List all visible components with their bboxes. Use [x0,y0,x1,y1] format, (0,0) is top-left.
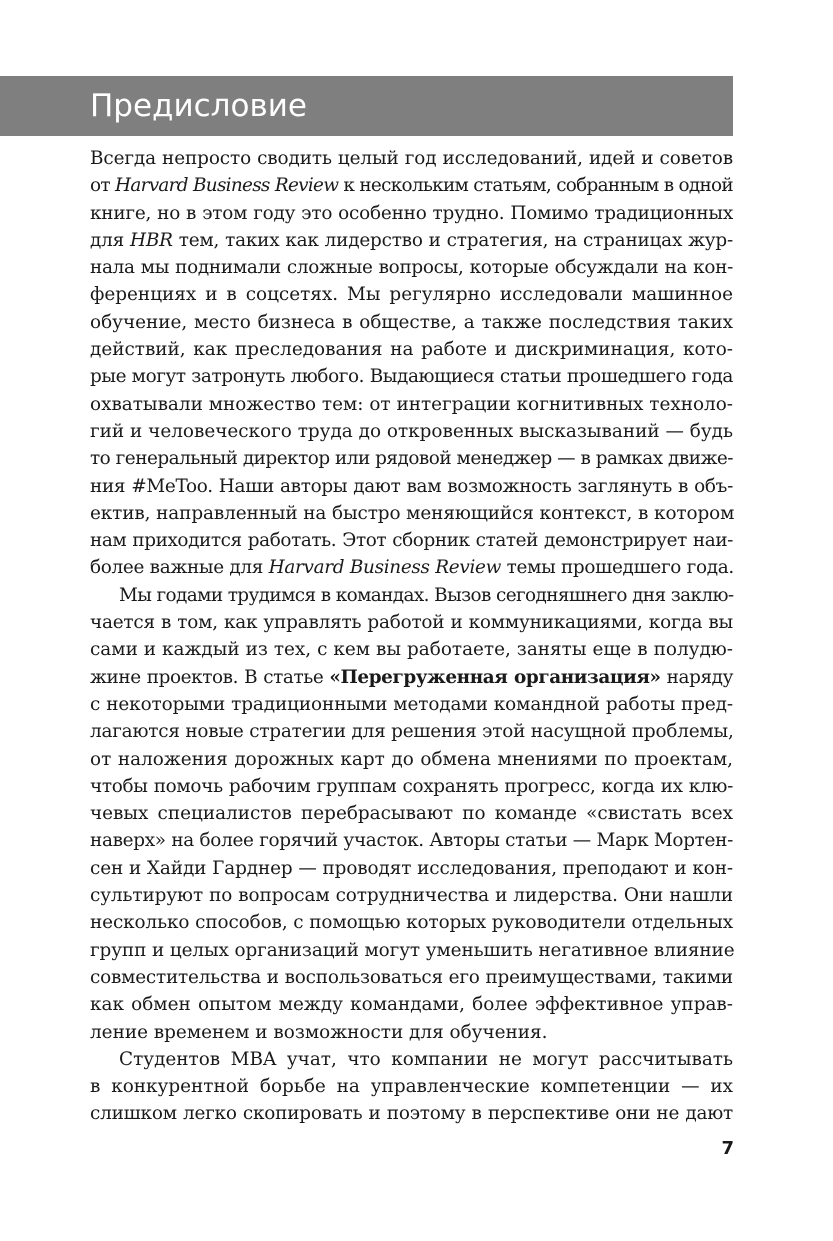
text-line: в конкурентной борьбе на управленческие компетенции — их [90,1076,733,1098]
text-line: гий и человеческого труда до откровенных высказываний — будь [90,420,733,442]
text-line: чевых специалистов перебрасывают по команде «свистать всех [90,803,733,825]
text-line: нала мы поднимали сложные вопросы, которые обсуждали на кон- [90,257,733,279]
body-text [90,145,733,1128]
paragraph-3 [90,1046,733,1128]
text-line: несколько способов, с помощью которых руководители отдельных [90,912,733,934]
text-line: сен и Хайди Гарднер — проводят исследования, преподают и кон- [90,857,733,879]
text-run: жине проектов. В статье [90,666,330,688]
text-line [90,227,733,254]
text-line: с некоторыми традиционными методами командной работы пред- [90,693,733,715]
text-line [90,172,733,199]
text-line: Мы годами трудимся в командах. Вызов сегодняшнего дня заклю- [119,584,734,606]
italic-title: HBR [129,229,173,251]
text-line: ектив, направленный на быстро меняющийся контекст, в котором [90,502,735,524]
text-run: тем, таких как лидерство и стратегия, на страницах жур- [172,229,734,251]
text-line: слишком легко скопировать и поэтому в перспективе они не дают [90,1103,733,1125]
page-number: 7 [721,1138,734,1159]
paragraph-1 [90,145,733,582]
bold-article-title: «Перегруженная организация» [329,666,661,688]
text-line: ференциях и в соцсетях. Мы регулярно исследовали машинное [90,284,733,306]
chapter-header-band [0,76,733,136]
text-line: сами и каждый из тех, с кем вы работаете, заняты еще в полудю- [90,639,733,661]
text-line [90,554,733,581]
text-run: наряду [660,666,733,688]
text-line [90,664,733,691]
text-line: наверх» на более горячий участок. Авторы статьи — Марк Мортен- [90,830,733,852]
italic-title: Harvard Business Review [115,175,339,197]
text-line: то генеральный директор или рядовой менеджер — в рамках движе- [90,448,733,470]
text-line: чается в том, как управлять работой и коммуникациями, когда вы [90,612,733,634]
text-line: ление временем и возможности для обучения. [90,1021,548,1043]
text-line: чтобы помочь рабочим группам сохранять прогресс, когда их клю- [90,775,733,797]
text-line: от наложения дорожных карт до обмена мнениями по проектам, [90,748,733,770]
text-line: книге, но в этом году это особенно трудно. Помимо традиционных [90,202,733,224]
text-run: более важные для [90,557,269,579]
text-line: охватывали множество тем: от интеграции когнитивных техноло- [90,393,733,415]
text-line: действий, как преследования на работе и дискриминация, кото- [90,339,733,361]
italic-title: Harvard Business Review [268,557,502,579]
chapter-title: Предисловие [90,88,307,124]
text-line: групп и целых организаций могут уменьшить негативное влияние [90,939,735,961]
text-line: нам приходится работать. Этот сборник статей демонстрирует наи- [90,530,733,552]
text-line: ния #MeToo. Наши авторы дают вам возможность заглянуть в объ- [90,475,733,497]
text-line: лагаются новые стратегии для решения этой насущной проблемы, [90,721,734,743]
text-line: как обмен опытом между командами, более эффективное управ- [90,994,733,1016]
text-line: Всегда непросто сводить целый год исследований, идей и советов [90,148,733,169]
text-line: совместительства и воспользоваться его преимуществами, такими [90,966,733,988]
text-line: обучение, место бизнеса в обществе, а также последствия таких [90,311,733,333]
text-run: для [90,229,130,251]
text-line: Студентов MBA учат, что компании не могут рассчитывать [119,1048,733,1070]
text-line: рые могут затронуть любого. Выдающиеся статьи прошедшего года [90,366,733,388]
text-line: сультируют по вопросам сотрудничества и лидерства. Они нашли [90,885,733,907]
text-run: к нескольким статьям, собранным в одной [338,175,733,197]
text-run: от [90,175,116,197]
paragraph-2 [90,582,733,1046]
text-run: темы прошедшего года. [501,557,734,579]
